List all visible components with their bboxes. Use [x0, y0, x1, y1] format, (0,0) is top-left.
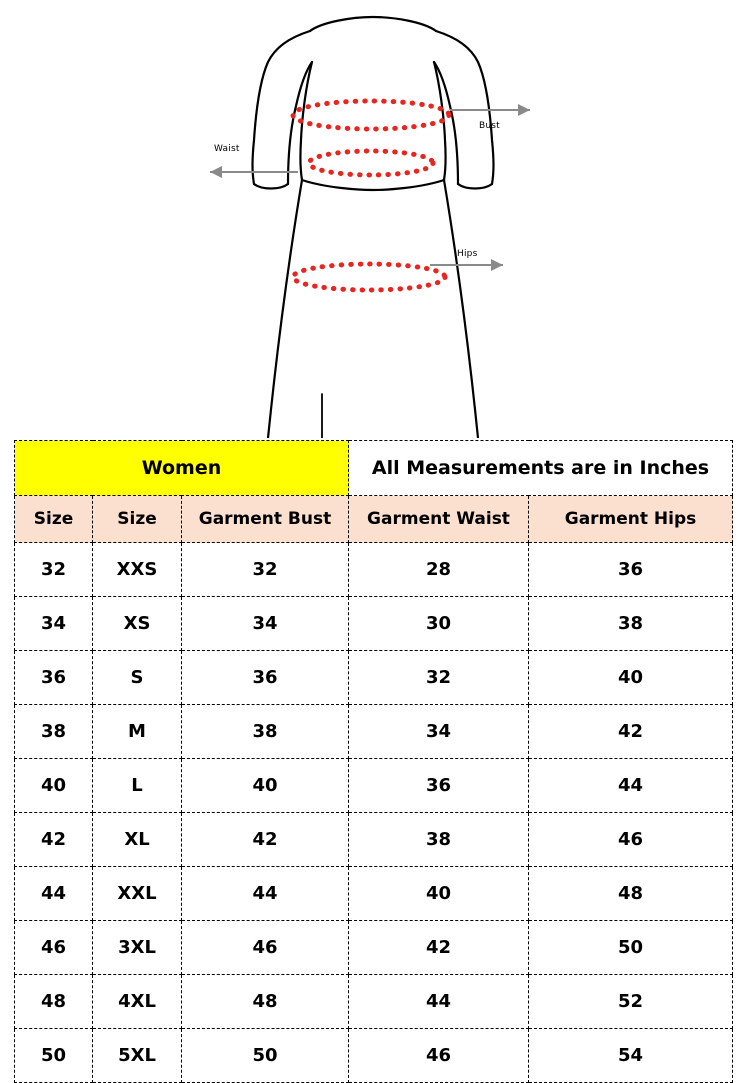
cell-hips: 42: [529, 705, 733, 759]
cell-hips: 54: [529, 1029, 733, 1083]
cell-hips: 48: [529, 867, 733, 921]
cell-bust: 40: [182, 759, 349, 813]
cell-size-alpha: L: [93, 759, 182, 813]
cell-size-alpha: 3XL: [93, 921, 182, 975]
cell-size-numeric: 36: [15, 651, 93, 705]
header-size-alpha: Size: [93, 496, 182, 543]
cell-waist: 44: [349, 975, 529, 1029]
cell-waist: 34: [349, 705, 529, 759]
table-row: [15, 705, 733, 759]
cell-size-alpha: S: [93, 651, 182, 705]
waist-label: Waist: [214, 144, 240, 154]
bust-measure-line: [293, 101, 449, 129]
dress-illustration: [0, 0, 746, 438]
cell-waist: 30: [349, 597, 529, 651]
table-row: [15, 543, 733, 597]
cell-size-alpha: M: [93, 705, 182, 759]
hips-measure-line: [293, 264, 445, 290]
size-table-container: [14, 440, 732, 1083]
hips-label: Hips: [457, 249, 478, 259]
header-garment-waist: Garment Waist: [349, 496, 529, 543]
cell-hips: 38: [529, 597, 733, 651]
table-row: [15, 597, 733, 651]
table-row: [15, 759, 733, 813]
title-women: Women: [15, 441, 349, 496]
table-header-row: [15, 496, 733, 543]
table-row: [15, 651, 733, 705]
cell-size-numeric: 34: [15, 597, 93, 651]
table-row: [15, 921, 733, 975]
cell-waist: 42: [349, 921, 529, 975]
cell-size-numeric: 50: [15, 1029, 93, 1083]
cell-bust: 36: [182, 651, 349, 705]
table-row: [15, 813, 733, 867]
cell-hips: 40: [529, 651, 733, 705]
cell-waist: 46: [349, 1029, 529, 1083]
cell-bust: 50: [182, 1029, 349, 1083]
cell-size-alpha: XL: [93, 813, 182, 867]
size-chart-table: [14, 440, 733, 1083]
bust-label: Bust: [479, 121, 500, 131]
cell-waist: 40: [349, 867, 529, 921]
cell-size-numeric: 42: [15, 813, 93, 867]
measurement-diagram: [0, 0, 746, 438]
title-measurements: All Measurements are in Inches: [349, 441, 733, 496]
header-garment-bust: Garment Bust: [182, 496, 349, 543]
cell-hips: 44: [529, 759, 733, 813]
cell-bust: 34: [182, 597, 349, 651]
table-title-row: [15, 441, 733, 496]
cell-bust: 44: [182, 867, 349, 921]
cell-bust: 38: [182, 705, 349, 759]
cell-size-numeric: 46: [15, 921, 93, 975]
cell-size-numeric: 38: [15, 705, 93, 759]
cell-hips: 52: [529, 975, 733, 1029]
cell-hips: 50: [529, 921, 733, 975]
waist-measure-line: [309, 151, 433, 175]
cell-size-numeric: 40: [15, 759, 93, 813]
header-garment-hips: Garment Hips: [529, 496, 733, 543]
table-row: [15, 867, 733, 921]
size-chart-body: [15, 441, 733, 1083]
header-size-numeric: Size: [15, 496, 93, 543]
cell-bust: 42: [182, 813, 349, 867]
cell-bust: 32: [182, 543, 349, 597]
cell-bust: 48: [182, 975, 349, 1029]
cell-size-alpha: XS: [93, 597, 182, 651]
cell-waist: 38: [349, 813, 529, 867]
cell-size-numeric: 44: [15, 867, 93, 921]
cell-size-numeric: 48: [15, 975, 93, 1029]
cell-waist: 36: [349, 759, 529, 813]
cell-hips: 46: [529, 813, 733, 867]
cell-size-alpha: 5XL: [93, 1029, 182, 1083]
cell-size-numeric: 32: [15, 543, 93, 597]
cell-waist: 28: [349, 543, 529, 597]
cell-hips: 36: [529, 543, 733, 597]
cell-size-alpha: XXS: [93, 543, 182, 597]
cell-size-alpha: XXL: [93, 867, 182, 921]
cell-bust: 46: [182, 921, 349, 975]
cell-size-alpha: 4XL: [93, 975, 182, 1029]
table-row: [15, 1029, 733, 1083]
table-row: [15, 975, 733, 1029]
cell-waist: 32: [349, 651, 529, 705]
